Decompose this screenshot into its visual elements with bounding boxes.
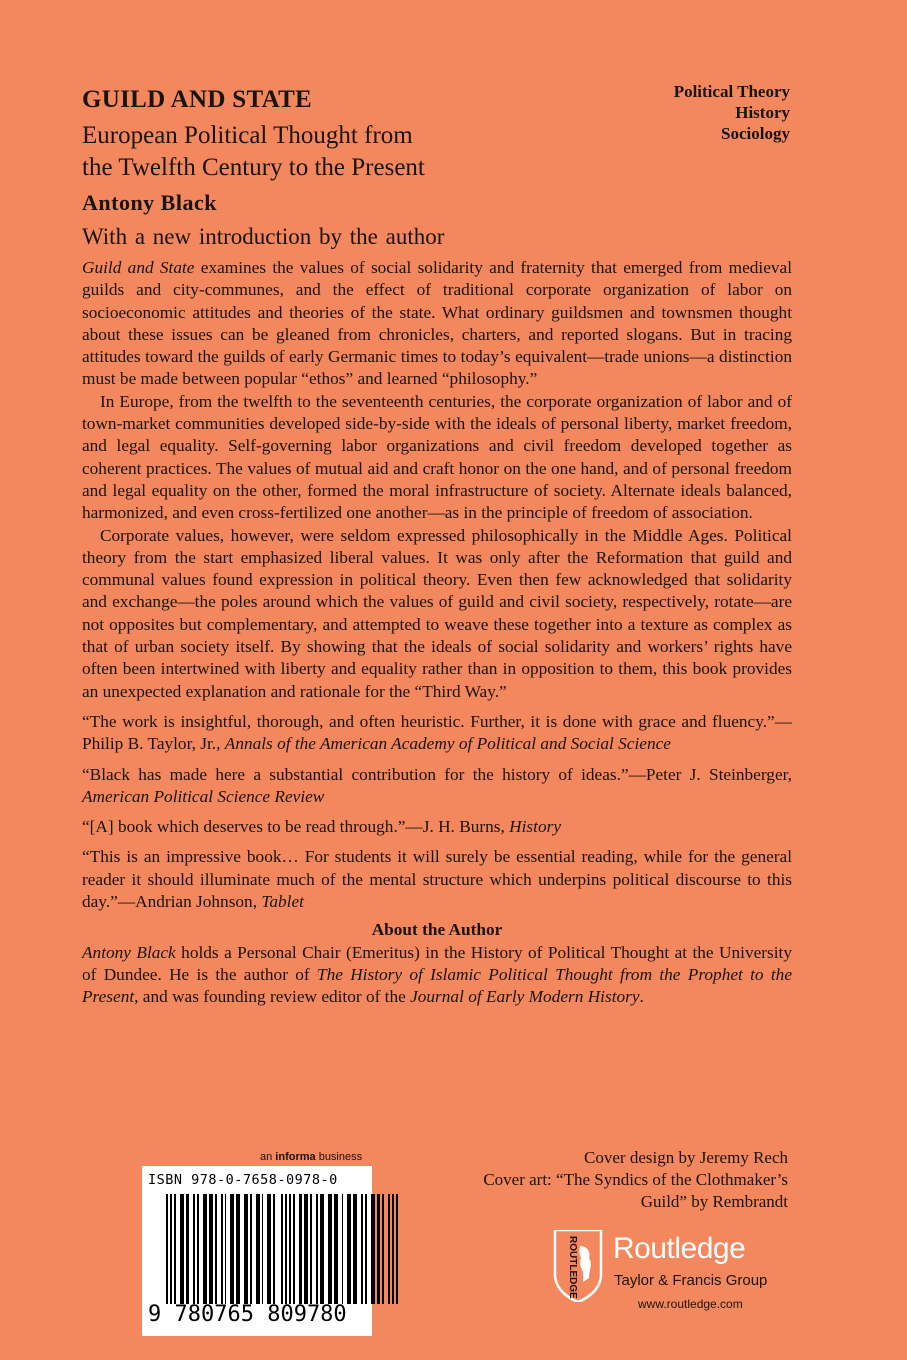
- review-quote: “[A] book which deserves to be read through.”—J. H. Burns,: [82, 817, 510, 837]
- barcode-bar: [186, 1194, 190, 1304]
- taylor-francis-group: Taylor & Francis Group: [614, 1272, 768, 1289]
- barcode-bar: [316, 1194, 318, 1304]
- barcode-bar: [347, 1194, 351, 1304]
- description-paragraph-2: In Europe, from the twelfth to the seventeenth centuries, the corporate organization of labor and of town-market communities developed side-by-side with the ideals of personal liberty, market freedom, and legal equality. Self-governing labor organizations and civil freedom developed together as coherent practices. The values of mutual aid and craft honor on the one hand, and of personal freedom and legal equality on the other, formed the moral infrastructure of society. Alternate ideals balanced, harmonized, and even cross-fertilized one another—as in the principle of freedom of association.: [82, 391, 792, 523]
- barcode-bar: [244, 1194, 248, 1304]
- about-journal-title: Journal of Early Modern History: [410, 987, 640, 1007]
- barcode-bar: [256, 1194, 260, 1304]
- barcode-bar: [166, 1194, 168, 1304]
- review-source: Tablet: [261, 892, 304, 912]
- review-source: American Political Science Review: [82, 786, 325, 806]
- barcode-bar: [209, 1194, 213, 1304]
- cover-art-credit-line-2: Guild” by Rembrandt: [640, 1192, 788, 1211]
- barcode-bar: [310, 1194, 312, 1304]
- cover-design-credit: Cover design by Jeremy Rech: [584, 1148, 788, 1167]
- about-author-name: Antony Black: [82, 942, 176, 962]
- subject-sociology: Sociology: [721, 124, 790, 143]
- informa-brand: informa: [275, 1151, 316, 1163]
- review-4: [82, 846, 792, 913]
- barcode-bar: [262, 1194, 264, 1304]
- barcode-bar: [250, 1194, 252, 1304]
- review-3: [82, 816, 792, 838]
- barcode-bar: [285, 1194, 287, 1304]
- barcode-bar: [304, 1194, 308, 1304]
- barcode-bar: [299, 1194, 303, 1304]
- barcode-bar: [396, 1194, 398, 1304]
- emblem-vertical-text: ROUTLEDGE: [567, 1236, 578, 1299]
- barcode-bar: [320, 1194, 324, 1304]
- barcode-bar: [361, 1194, 363, 1304]
- barcode-bar: [193, 1194, 195, 1304]
- barcode-bar: [281, 1194, 283, 1304]
- routledge-logo-text: Routledge: [613, 1232, 746, 1265]
- about-book-title: The History of Islamic Political Thought from the Prophet to the Present: [82, 964, 792, 1007]
- review-quote: “Black has made here a substantial contribution for the history of ideas.”—Peter J. Steinberger,: [82, 764, 792, 784]
- barcode-bar: [353, 1194, 357, 1304]
- barcode-bar: [334, 1194, 338, 1304]
- barcode-bar: [328, 1194, 332, 1304]
- barcode-bar: [392, 1194, 394, 1304]
- barcode-bar: [388, 1194, 390, 1304]
- barcode-bar: [230, 1194, 234, 1304]
- barcode-bar: [267, 1194, 271, 1304]
- ean-digits: 9 780765 809780: [148, 1302, 347, 1327]
- publisher-url: www.routledge.com: [638, 1297, 743, 1311]
- barcode-bar: [236, 1194, 240, 1304]
- informa-prefix: an: [260, 1151, 276, 1163]
- description-p1-text: examines the values of social solidarity and fraternity that emerged from medieval guilds and city-communes, and the effect of traditional corporate organization of labor on socioeconomic attitudes and theories of the state. What ordinary guildsmen and townsmen thought about these issues can be gleaned from chronicles, charters, and reported slogans. But in tracing attitudes toward the guilds of early Germanic times to today’s equivalent—trade unions—a distinction must be made between popular “ethos” and learned “philosophy.”: [82, 258, 792, 389]
- intro-note: With a new introduction by the author: [82, 224, 445, 249]
- about-text-2: , and was founding review editor of the: [134, 987, 411, 1007]
- barcode-bar: [293, 1194, 295, 1304]
- barcode-bar: [225, 1194, 227, 1304]
- review-1: [82, 711, 792, 756]
- book-title: GUILD AND STATE: [82, 86, 313, 113]
- review-quote: “This is an impressive book… For students it will surely be essential reading, while for the general reader it should illuminate much of the mental structure which underpins political discourse to this day.”—Andrian Johnson,: [82, 847, 792, 912]
- isbn-barcode: [142, 1166, 372, 1336]
- isbn-text: ISBN 978-0-7658-0978-0: [148, 1172, 338, 1188]
- about-text-3: .: [639, 987, 644, 1007]
- subject-history: History: [735, 103, 790, 122]
- informa-business-tag: [260, 1151, 362, 1163]
- book-author: Antony Black: [82, 190, 217, 215]
- routledge-emblem-icon: [553, 1230, 603, 1300]
- barcode-bar: [273, 1194, 275, 1304]
- informa-suffix: business: [315, 1151, 363, 1163]
- review-2: [82, 764, 792, 809]
- cover-art-credit-line-1: Cover art: “The Syndics of the Clothmaker’s: [483, 1170, 788, 1189]
- barcode-bar: [215, 1194, 217, 1304]
- barcode-bar: [289, 1194, 291, 1304]
- barcode-bar: [377, 1194, 381, 1304]
- barcode-bar: [221, 1194, 223, 1304]
- review-quote: “The work is insightful, thorough, and often heuristic. Further, it is done with grace and fluency.”—Philip B. Taylor, Jr.,: [82, 711, 792, 754]
- review-source: Annals of the American Academy of Political and Social Science: [224, 734, 671, 754]
- barcode-bar: [203, 1194, 207, 1304]
- description-book-title: Guild and State: [82, 258, 195, 277]
- barcode-bar: [365, 1194, 367, 1304]
- review-source: History: [509, 817, 561, 837]
- barcode-bars: [166, 1194, 362, 1304]
- about-author-heading: About the Author: [371, 920, 503, 940]
- description-paragraph-1: [82, 257, 792, 391]
- barcode-bar: [180, 1194, 184, 1304]
- subtitle-line-1: European Political Thought from: [82, 122, 413, 149]
- cover-credits: [483, 1147, 788, 1213]
- barcode-bar: [170, 1194, 172, 1304]
- barcode-bar: [197, 1194, 199, 1304]
- book-subtitle: [82, 120, 542, 184]
- subject-political-theory: Political Theory: [673, 82, 790, 101]
- barcode-bar: [342, 1194, 344, 1304]
- barcode-bar: [382, 1194, 384, 1304]
- description-paragraph-3: Corporate values, however, were seldom expressed philosophically in the Middle Ages. Political theory from the start emphasized liberal values. It was only after the Reformation that guild and communal values found expression in political theory. Even then few acknowledged that solidarity and exchange—the poles around which the values of guild and civil society, respectively, rotate—are not opposites but complementary, and attempted to weave these together into a texture as complex as that of urban society itself. By showing that the ideals of social solidarity and workers’ rights have often been intertwined with liberty and equality rather than in opposition to them, this book provides an unexpected explanation and rationale for the “Third Way.”: [82, 525, 792, 701]
- subject-categories: [674, 81, 790, 144]
- blurb-body: [82, 257, 792, 1009]
- subtitle-line-2: the Twelfth Century to the Present: [82, 154, 425, 181]
- barcode-bar: [174, 1194, 176, 1304]
- about-text-1: holds a Personal Chair (Emeritus) in the History of Political Thought at the University of Dundee. He is the author of: [82, 942, 793, 984]
- about-author-text: [82, 942, 792, 1009]
- barcode-bar: [371, 1194, 375, 1304]
